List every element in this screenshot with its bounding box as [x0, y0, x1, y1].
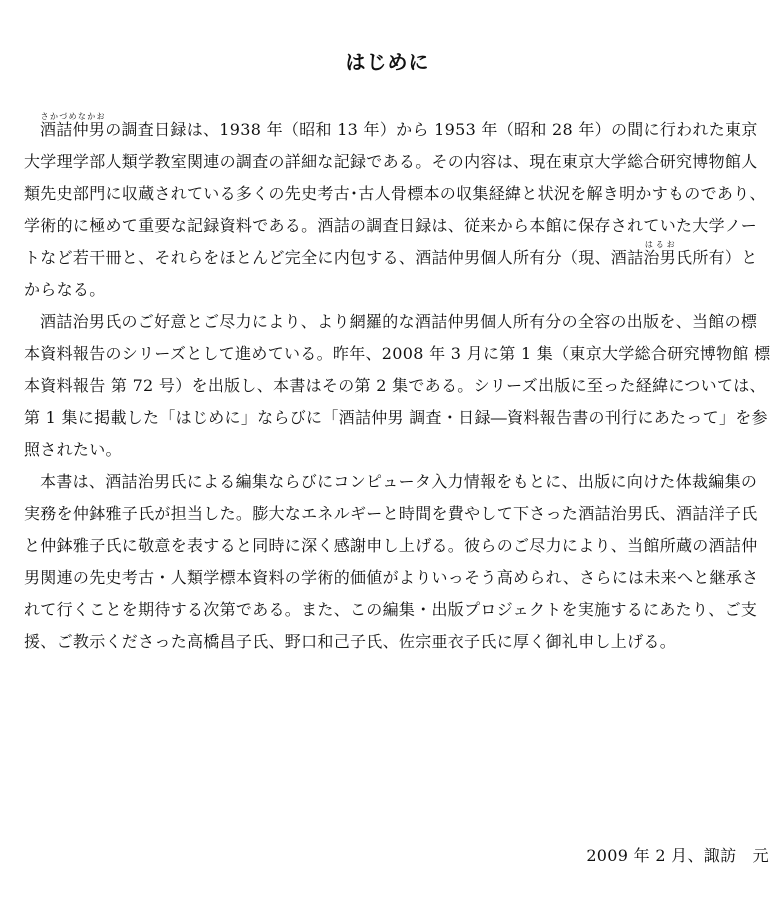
paragraph-2: 酒詰治男氏のご好意とご尽力により、より網羅的な酒詰仲男個人所有分の全容の出版を、当館の標本資料報告のシリーズとして進めている。昨年、2008 年 3 月に第 1 集（東京大学総合研究博物館 標本資料報告 第 72 号）を出版し、本書はその第 2 集である。シリーズ出版に至った経緯については、第 1 集に掲載した「はじめに」ならびに「酒詰仲男 調査・日録―資料報告書の刊行にあたって」を参照されたい。	[24, 312, 771, 459]
ruby-base-2: 治男	[643, 248, 677, 267]
page-title: はじめに	[345, 50, 430, 75]
body-text	[24, 112, 772, 658]
ruby-base-1: 酒詰仲男	[40, 120, 106, 139]
paragraph-3: 本書は、酒詰治男氏による編集ならびにコンピュータ入力情報をもとに、出版に向けた体裁編集の実務を仲鉢雅子氏が担当した。膨大なエネルギーと時間を費やして下さった酒詰治男氏、酒詰洋子氏と仲鉢雅子氏に敬意を表すると同時に深く感謝申し上げる。彼らのご尽力により、当館所蔵の酒詰仲男関連の先史考古・人類学標本資料の学術的価値がよりいっそう高められ、さらには未来へと継承されて行くことを期待する次第である。また、この編集・出版プロジェクトを実施するにあたり、ご支援、ご教示くださった高橋昌子氏、野口和己子氏、佐宗亜衣子氏に厚く御礼申し上げる。	[24, 472, 759, 651]
ruby-reading-2: はるお	[643, 240, 676, 249]
signature-line: 2009 年 2 月、諏訪 元	[586, 846, 769, 865]
ruby-reading-1: さかづめなかお	[40, 112, 106, 121]
ruby-sakazume-nakao	[40, 112, 106, 139]
paragraph-1	[24, 112, 772, 306]
ruby-haruo	[643, 240, 677, 267]
paragraph-1-text-b: 氏所有）とからなる。	[24, 248, 758, 299]
paragraph-1-text-a: の調査日録は、1938 年（昭和 13 年）から 1953 年（昭和 28 年）の間に行われた東京大学理学部人類学教室関連の調査の詳細な記録である。その内容は、現在東京大学総合研究博物館人類先史部門に収蔵されている多くの先史考古･古人骨標本の収集経緯と状況を解き明かすものであり、学術的に極めて重要な記録資料である。酒詰の調査日録は、従来から本館に保存されていた大学ノートなど若干冊と、それらをほとんど完全に内包する、酒詰仲男個人所有分（現、酒詰	[24, 120, 766, 267]
